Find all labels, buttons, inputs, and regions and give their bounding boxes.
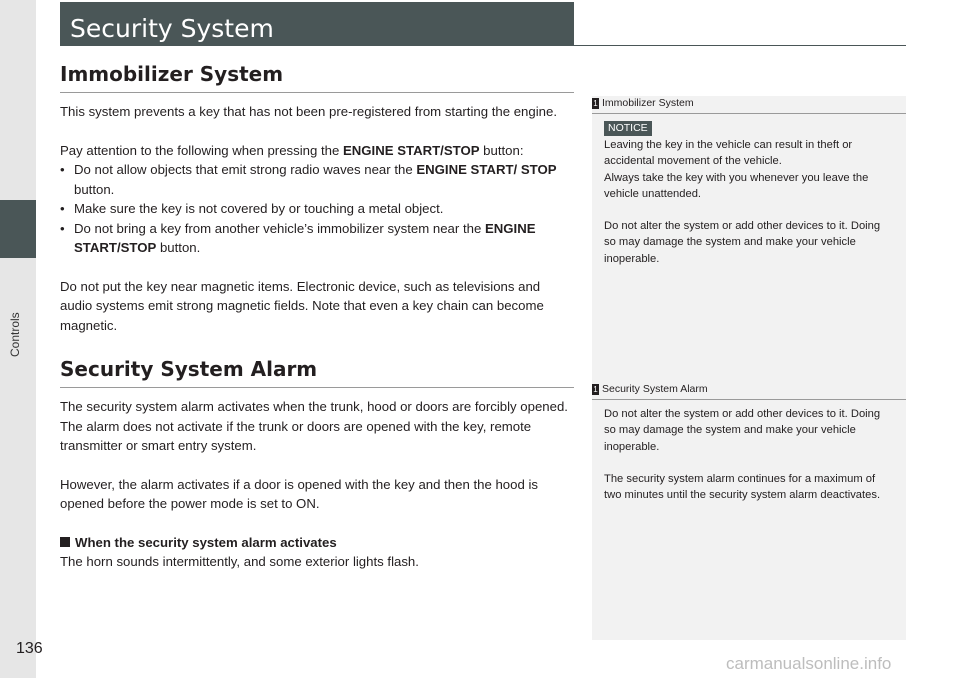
bullet-text-end: button. (156, 240, 201, 255)
bullet-text: Do not bring a key from another vehicle’s immobilizer system near the (74, 220, 485, 236)
alarm-subheading (60, 533, 574, 553)
note-alarm-title: Security System Alarm (602, 383, 708, 395)
main-content (60, 62, 574, 572)
alarm-para-2: However, the alarm activates if a door is opened with the key and then the hood is opened before the power mode is set to ON. (60, 476, 538, 511)
bullet-bold: ENGINE START/ STOP (416, 162, 557, 177)
note-line: Do not alter the system or add other devices to it. Doing so may damage the system and make your vehicle inoperable. (604, 220, 881, 265)
alarm-para-3: The horn sounds intermittently, and some exterior lights flash. (60, 554, 419, 569)
page-number: 136 (16, 640, 43, 657)
bullet-item: • Make sure the key is not covered by or touching a metal object. (60, 199, 574, 219)
bullet-item: • Do not allow objects that emit strong radio waves near the ENGINE START/ STOP button. (60, 162, 557, 197)
bullet-text-end: button. (74, 181, 115, 197)
bullet-text: Do not allow objects that emit strong radio waves near the (74, 162, 417, 177)
side-tab-label: Controls (8, 312, 22, 358)
bullet-item: • Do not bring a key from another vehicle’s immobilizer system near the ENGINE START/STOP button. (60, 220, 536, 255)
note-marker-icon: 1 (593, 384, 598, 394)
attention-post: button: (479, 142, 524, 158)
attention-line (60, 141, 574, 161)
bullet-text: Make sure the key is not covered by or touching a metal object. (74, 201, 444, 216)
note-immobilizer-body (592, 114, 906, 267)
watermark: carmanualsonline.info (726, 654, 892, 673)
note-line: Always take the key with you whenever you leave the vehicle unattended. (604, 171, 869, 200)
attention-pre: Pay attention to the following when pressing the (60, 142, 343, 158)
note-line: Do not alter the system or add other devices to it. Doing so may damage the system and make your vehicle inoperable. (604, 408, 881, 453)
magnetic-warning: Do not put the key near magnetic items. Electronic device, such as televisions and audio systems emit strong magnetic fields. Note that even a key chain can become magnetic. (60, 278, 544, 333)
alarm-para-1: The security system alarm activates when the trunk, hood or doors are forcibly opened. The alarm does not activate if the trunk or doors are opened with the key, remote transmitter or smart entry system. (60, 399, 568, 453)
square-bullet-icon (60, 537, 70, 547)
attention-button-name: ENGINE START/STOP (342, 142, 480, 158)
immobilizer-intro: This system prevents a key that has not been pre-registered from starting the engine. (60, 104, 557, 119)
note-immobilizer-header (592, 96, 906, 114)
alarm-subheading-text: When the security system alarm activates (75, 534, 337, 550)
note-alarm-body (592, 400, 906, 503)
note-line: Leaving the key in the vehicle can result in theft or accidental movement of the vehicle. (604, 139, 853, 168)
bullet-bold: ENGINE START/STOP (74, 220, 536, 255)
notice-badge: NOTICE (604, 121, 652, 136)
note-alarm-header (592, 382, 906, 400)
page-title: Security System (70, 14, 274, 43)
immobilizer-heading: Immobilizer System (60, 62, 574, 93)
note-immobilizer-title: Immobilizer System (602, 97, 694, 109)
side-tab-marker (0, 200, 36, 258)
note-line: The security system alarm continues for a maximum of two minutes until the security system alarm deactivates. (604, 472, 881, 502)
alarm-heading: Security System Alarm (60, 357, 574, 388)
title-rule (574, 45, 906, 46)
note-immobilizer (592, 96, 906, 267)
note-marker-icon: 1 (593, 98, 598, 108)
note-alarm (592, 382, 906, 503)
